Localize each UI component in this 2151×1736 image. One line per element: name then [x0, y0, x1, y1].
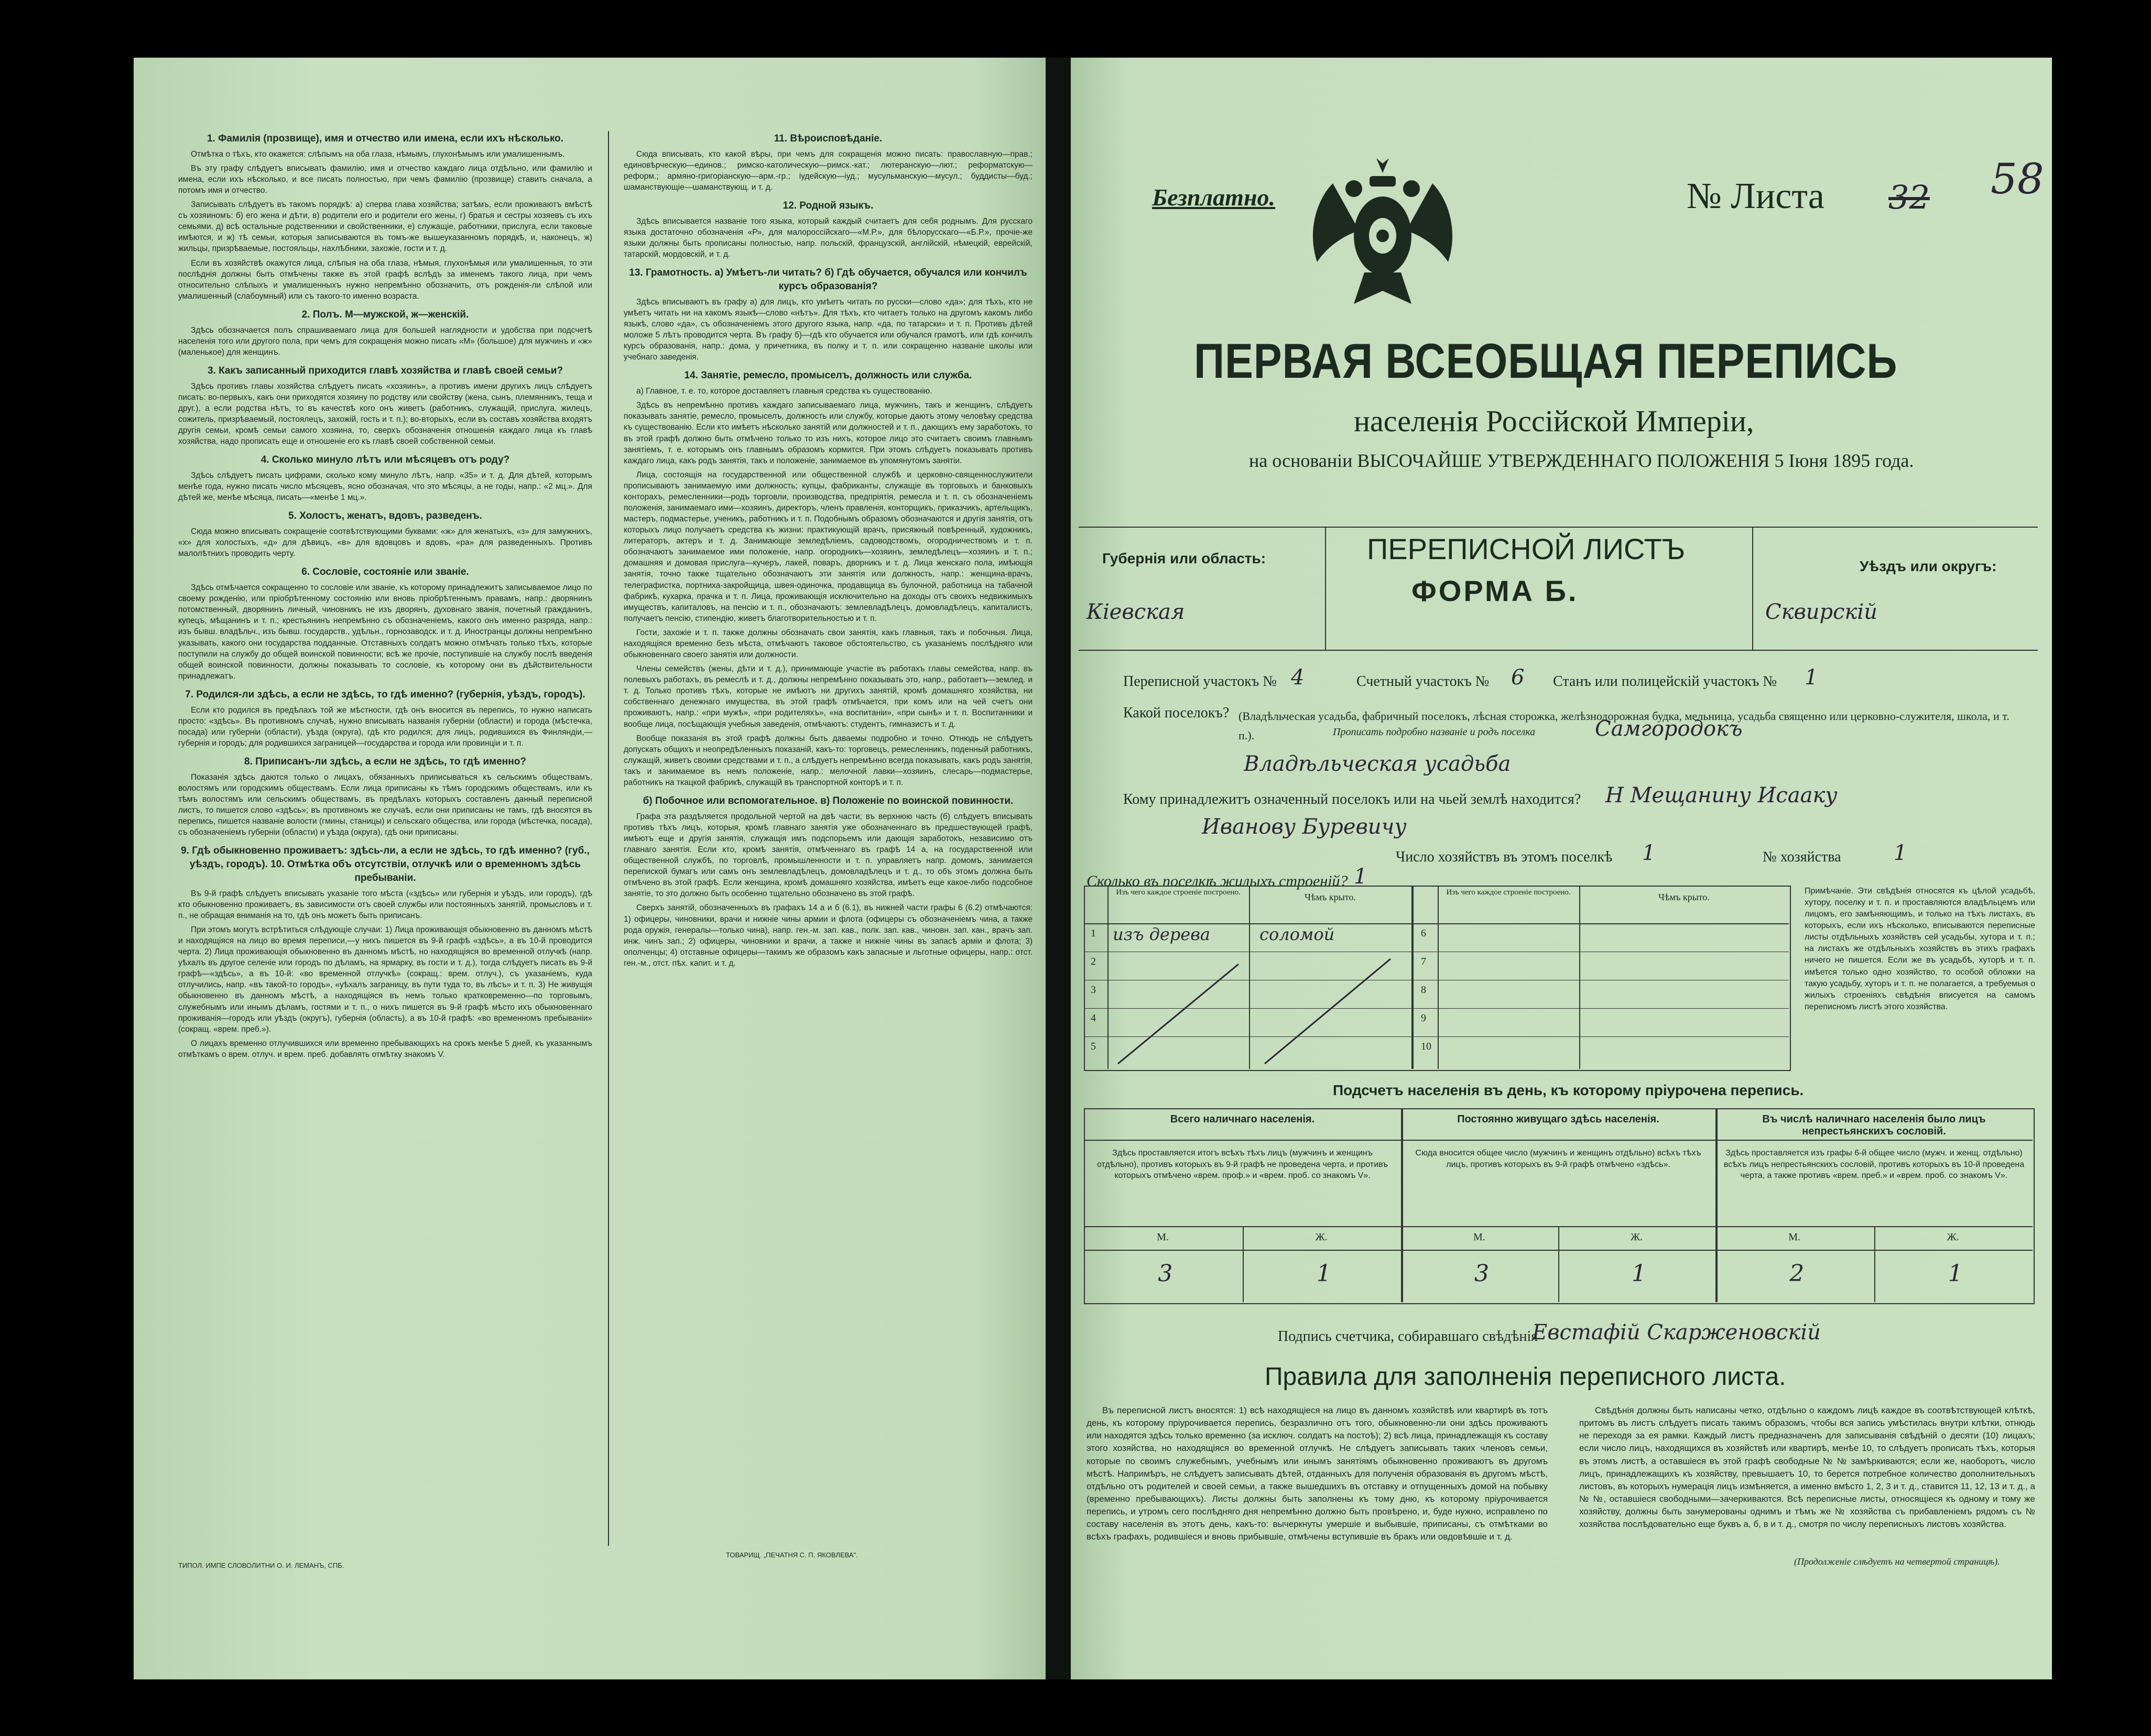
- census-title: ПЕРВАЯ ВСЕОБЩАЯ ПЕРЕПИСЬ: [1194, 333, 1898, 388]
- population-column-description: Здѣсь проставляется изъ графы 6-й общее число (мужч. и женщ. отдѣльно) всѣхъ лицъ непрестьянскихъ сословій, противъ которыхъ въ 10-й проведена черта, а также противъ «врем. преб.» и «врем. проб. со знакомъ V».: [1723, 1149, 2025, 1181]
- rule: [1243, 1226, 1244, 1302]
- province-value: Кіевская: [1087, 600, 1185, 624]
- district-value: Сквирскій: [1765, 600, 1877, 624]
- instruction-heading: 11. Вѣроисповѣданіе.: [774, 133, 883, 144]
- settlement-name-value: Самгородокъ: [1595, 717, 1743, 741]
- rule: [1084, 1250, 2033, 1251]
- male-count-value: 3: [1158, 1260, 1173, 1287]
- instruction-heading: 4. Сколько минуло лѣтъ или мѣсяцевъ отъ роду?: [260, 454, 510, 466]
- printer-imprint-left: ТИПОЛ. ИМПЕ СЛОВОЛИТНИ О. И. ЛЕМАНЪ, СПБ.: [178, 1562, 344, 1569]
- continuation-note: (Продолженіе слѣдуетъ на четвертой страницѣ).: [1794, 1556, 2000, 1567]
- census-plot-value: 4: [1291, 665, 1305, 690]
- stan-value: 1: [1805, 665, 1818, 690]
- buildings-label: Сколько въ поселкѣ жилыхъ строеній?: [1087, 872, 1348, 890]
- instruction-heading: 12. Родной языкъ.: [783, 200, 874, 212]
- instruction-paragraph: Отмѣтка о тѣхъ, кто окажется: слѣпымъ на оба глаза, нѣмымъ, глухонѣмымъ или умалишеннымъ.: [191, 149, 565, 159]
- instruction-heading: 14. Занятіе, ремесло, промыселъ, должность или служба.: [684, 370, 972, 381]
- instruction-paragraph: При этомъ могутъ встрѣтиться слѣдующіе случаи: 1) Лица проживающія обыкновенно въ данномъ мѣстѣ и находящіяся на лицо во время переписи,—у нихъ пишется въ 9-й графѣ «здѣсь», а въ 10-й проводится черта. 2) Лица проживающія обыкновенно въ данномъ мѣстѣ, но находящіяся во временной отлучкѣ (напр. уѣхалъ въ другое селеніе или городъ по дѣламъ, на ярмарку, въ гости и т. д.), тогда слѣдуетъ писать въ 9-й графѣ—«здѣсь», а въ 10-й: «во временной отлучкѣ» (сокращ.: врем. отлуч.), съ указаніемъ, куда отлучились, напр. «въ такой-то городъ», «уѣхалъ заграницу, въ пути туда то, въ лѣсъ» и т. п. 3) Не живущія обыкновенно въ данномъ мѣстѣ, а находящіяся въ немъ только кратковременно—по торговымъ, служебнымъ или инымъ дѣламъ, гостями и т. п., о нихъ пишется въ 9-й графѣ мѣсто ихъ обыкновеннаго проживанія—городъ или уѣздъ (округъ), губернія (область), а въ 10-й графѣ: «во временномъ пребываніи» (сокращ. «врем. преб.»).: [178, 925, 592, 1034]
- instruction-paragraph: Вообще показанія въ этой графѣ должны быть даваемы подробно и точно. Отнюдь не слѣдуетъ допускать общихъ и неопредѣленныхъ показаній, какъ-то: торговецъ, ремесленникъ, поденный работникъ, служащій, живетъ своими средствами и т. п., а слѣдуетъ непремѣнно всегда показывать, какъ родъ занятія, такъ и занимаемое въ немъ положеніе, напр.: мелочной лавки—хозяинъ, слесарь—подмастерье, работникъ на ткацкой фабрикѣ, служащій въ транспортной конторѣ и т. п.: [624, 734, 1033, 787]
- owner-value-line1: Н Мещанину Исааку: [1605, 783, 1838, 807]
- instruction-paragraph: Показанія здѣсь даются только о лицахъ, обязанныхъ приписываться къ сельскимъ обществамъ, волостямъ или городскимъ обществамъ. Если лица приписаны къ тѣмъ городскимъ обществамъ, или къ тѣмъ волостямъ или сельскимъ обществамъ, въ предѣлахъ которыхъ составленъ данный переписной листъ, то пишется слово «здѣсь»; въ противномъ же случаѣ, если они приписаны не тамъ, гдѣ вносятся въ перепись, пишется названіе волости (гмины, станицы) и сельскаго общества, или города (мѣстечка, посада), съ обозначеніемъ губерніи (области) и уѣзда (округа), гдѣ они приписаны.: [178, 772, 592, 837]
- instruction-paragraph: Сюда можно вписывать сокращеніе соотвѣтствующими буквами: «ж» для женатыхъ, «з» для замужнихъ, «х» для холостыхъ, «д» для дѣвицъ, «в» для вдовцовъ и вдовъ, «ра» для разведенныхъ. Противъ малолѣтнихъ проводить черту.: [178, 527, 592, 559]
- instruction-paragraph: Если кто родился въ предѣлахъ той же мѣстности, гдѣ онъ вносится въ перепись, то нужно написать просто: «здѣсь». Въ противномъ случаѣ, нужно вписывать названія губерніи (области) и города (мѣстечка, посада) или губерніи (области), уѣзда (округа), гдѣ кто родился; для лицъ, родившихся въ Финляндіи,—губернія и городъ; для родившихся заграницей—государства и города или провинціи и т. п.: [178, 705, 592, 748]
- buildings-note: Примѣчаніе. Эти свѣдѣнія относятся къ цѣлой усадьбѣ, хутору, поселку и т. п. и проставляются владѣльцемъ или лицомъ, его замѣняющимъ, и только на тѣхъ листахъ, въ которыхъ, если ихъ нѣсколько, вписываются переписные листы отдѣльныхъ хозяйствъ сей усадьбы, хутора и т. п.; на листахъ же отдѣльныхъ хозяйствъ въ этихъ графахъ ничего не пишется. Если же въ усадьбѣ, хуторѣ и т. п. имѣется только одно хозяйство, то особой обложки на такую усадьбу, хуторъ и т. п. не полагается, а требуемыя о жилыхъ строеніяхъ свѣдѣнія вписуется на самомъ переписномъ листѣ этого хозяйства.: [1805, 887, 2035, 1011]
- building-row-number: 3: [1091, 984, 1096, 996]
- stan-label: Станъ или полицейскій участокъ №: [1553, 673, 1777, 690]
- household-number-label: № хозяйства: [1763, 849, 1841, 865]
- instruction-heading: 7. Родился-ли здѣсь, а если не здѣсь, то гдѣ именно? (губернія, уѣздъ, городъ).: [185, 689, 585, 700]
- instruction-paragraph: Здѣсь противъ главы хозяйства слѣдуетъ писать «хозяинъ», а противъ имени другихъ лицъ слѣдуетъ писать: во-первыхъ, какъ они приходятся хозяину по родству или свойству (жена, сынъ, племянникъ, теща и друг.), а если родства нѣтъ, то въ качествѣ кого онъ живетъ (работникъ, служащій, прислуга, жилецъ, сожитель, призрѣваемый, постоялецъ, захожій, гость и т. п.); во-вторыхъ, если въ составъ хозяйства входятъ другія семьи, кромѣ семьи самого хозяина, то, сверхъ обозначенія отношенія каждаго лица къ главѣ хозяйства, надо прописать еще и отношеніе его къ главѣ своей собственной семьи.: [178, 381, 592, 446]
- right-page-census-form: [1071, 58, 2052, 1679]
- instruction-heading: 3. Какъ записанный приходится главѣ хозяйства и главѣ своей семьи?: [207, 365, 563, 376]
- buildings-material-header: Изъ чего каждое строеніе построено.: [1116, 888, 1241, 897]
- female-count-value: 1: [1632, 1260, 1646, 1287]
- double-headed-eagle-emblem: [1296, 152, 1469, 309]
- instruction-paragraph: а) Главное, т. е. то, которое доставляетъ главныя средства къ существованію.: [636, 387, 932, 396]
- instruction-heading: 5. Холостъ, женатъ, вдовъ, разведенъ.: [288, 510, 482, 522]
- households-value: 1: [1642, 841, 1656, 865]
- settlement-hint-detail: Прописать подробно названіе и родъ поселка: [1333, 726, 1536, 738]
- struck-through-empty-rows: [1107, 943, 1411, 1069]
- instruction-heading: б) Побочное или вспомогательное. в) Положеніе по воинской повинности.: [643, 795, 1014, 806]
- free-label: Безплатно.: [1152, 184, 1275, 211]
- archive-page-number: 58: [1991, 155, 2044, 203]
- census-spread: [134, 58, 2052, 1679]
- female-label: Ж.: [1315, 1231, 1328, 1243]
- rule: [1084, 1226, 2033, 1227]
- female-count-value: 1: [1948, 1260, 1963, 1287]
- rule: [1752, 527, 1753, 650]
- province-label: Губернія или область:: [1102, 550, 1266, 566]
- owner-value-line2: Иванову Буревичу: [1202, 815, 1407, 839]
- population-column-description: Сюда вносится общее число (мужчинъ и женщинъ отдѣльно) всѣхъ тѣхъ лицъ, противъ которыхъ въ 9-й графѣ отмѣчено «здѣсь».: [1415, 1149, 1701, 1169]
- district-label: Уѣздъ или округъ:: [1860, 558, 1997, 574]
- building-row-number: 10: [1421, 1041, 1431, 1052]
- signature-value: Евстафій Скарженовскій: [1532, 1320, 1821, 1345]
- settlement-hint: (Владѣльческая усадьба, фабричный поселокъ, лѣсная сторожка, желѣзнодорожная будка, мельница, усадьба священно или церковно-служителя, школа, и т. п.).: [1239, 709, 2009, 743]
- instruction-paragraph: Гости, захожіе и т. п. также должны обозначать свои занятія, какъ главныя, такъ и побочныя. Лица, находящіяся временно безъ мѣста, отмѣчаютъ таковое обстоятельство, съ указаніемъ послѣдняго или обыкновеннаго своего занятія или должности.: [624, 628, 1033, 660]
- settlement-label: Какой поселокъ?: [1123, 705, 1230, 721]
- male-count-value: 3: [1474, 1260, 1489, 1287]
- rules-right-text: Свѣдѣнія должны быть написаны четко, отдѣльно о каждомъ лицѣ каждое въ соотвѣтствующей клѣткѣ, притомъ въ листъ слѣдуетъ писать такимъ образомъ, чтобы вся запись умѣстилась внутри клѣтки, отнюдь не переходя за ея рамки. Каждый листъ предназначенъ для записыванія свѣдѣній о десяти (10) лицахъ; если число лицъ, находящихся въ хозяйствѣ или квартирѣ, менѣе 10, то слѣдуетъ прописать тѣхъ, которыя въ этомъ листѣ, а оставшіеся въ этой графѣ свободные № № замѣркиваются; если же, наоборотъ, число лицъ, принадлежащихъ къ хозяйству, превышаетъ 10, то берется потребное количество дополнительныхъ листовъ, въ которыхъ нумерація лицъ измѣняется, а именно вмѣсто 1, 2, 3 и т. д., ставится 11, 12, 13 и т. д., а № №, оставшіеся свободными—зачеркиваются. Всѣ переписные листы, относящіеся къ одному и тому же хозяйству, должны быть занумерованы однимъ и тѣмъ же № хозяйства съ прибавленіемъ рядомъ съ № хозяйства послѣдовательно еще буквъ а, б, в и т. д., смотря по числу переписныхъ листовъ хозяйства.: [1579, 1405, 2035, 1530]
- instruction-paragraph: Лица, состоящія на государственной или общественной службѣ и церковно-священнослужители прописываютъ занимаемую ими должность; купцы, фабриканты, служащіе въ торговыхъ и банковыхъ конторахъ, ремесленники—родъ торговли, производства, предпріятія, ремесла и т. п. съ обозначеніемъ положенія, занимаемаго ими—хозяинъ, директоръ, членъ правленія, конторщикъ, приказчикъ, артельщикъ, мастеръ, подмастерье, ученикъ, работникъ и т. п. Подобнымъ образомъ обозначаются и другія занятія, отъ которыхъ лицо получаетъ средства къ жизни: практикующій врачъ, присяжный повѣренный, художникъ, литераторъ, актеръ и т. д. Занимающіе земледѣліемъ, садоводствомъ, огородничествомъ и т. п. обозначаютъ занимаемое ими положеніе, напр. огородникъ—хозяинъ, земледѣлецъ—хозяинъ и т. п.; домашняя и домовая прислуга—кучеръ, лакей, поваръ, дворникъ и т. д. Лица женскаго пола, имѣющія занятія, точно также тщательно обозначаютъ эти занятія или должность, напр.: женщина-врачъ, телеграфистка, портниха-закройщица, швея-одиночка, продавщица въ булочной, работница на табачной фабрикѣ, кухарка, прачка и т. п. Лица, проживающія исключительно на доходы отъ своихъ недвижимыхъ имуществъ, капиталовъ, на пенсію и т. п., обозначаютъ: землевладѣлецъ, домовладѣлецъ, капиталистъ, получаетъ пенсію, стипендію, живетъ благотворительностью и т. п.: [624, 470, 1033, 623]
- instruction-paragraph: Здѣсь вписываютъ въ графу а) для лицъ, кто умѣетъ читать по русски—слово «да»; для тѣхъ, кто не умѣетъ читать ни на какомъ языкѣ—слово «нѣтъ». Для тѣхъ, кто читаетъ только на другомъ какомъ либо языкѣ, слово «да», съ обозначеніемъ этого другого языка, напр. «да, по татарски» и т. п. Противъ дѣтей моложе 5 лѣтъ проводится черта. Въ графу б)—гдѣ кто обучается или обучался грамотѣ, или гдѣ кончилъ курсъ образованія, напр.: дома, у причетника, въ полку и т. п. или сокращенно названіе школы или учебнаго заведенія.: [624, 297, 1033, 362]
- form-title: ПЕРЕПИСНОЙ ЛИСТЪ: [1367, 532, 1686, 565]
- instruction-paragraph: О лицахъ временно отлучившихся или временно пребывающихъ на срокъ менѣе 5 дней, къ указаннымъ отмѣткамъ о врем. отлуч. и врем. преб. добавлять отмѣтку знакомъ V.: [178, 1039, 592, 1059]
- instruction-paragraph: Сюда вписывать, кто какой вѣры, при чемъ для сокращенія можно писать: православную—прав.; единовѣрческую—единов.; римско-католическую—римск.-кат.; лютеранскую—лют.; реформатскую—реформ.; армяно-григоріанскую—арм.-гр.; іудейскую—іуд.; мусульманскую—мусул.; буддисты—буд.; шаманствующіе—шаманствующ. и т. д.: [624, 149, 1033, 192]
- book-gutter: [1046, 58, 1071, 1679]
- instructions-column-1: [178, 126, 592, 1535]
- rule: [1715, 1108, 1718, 1302]
- rule: [1558, 1226, 1559, 1302]
- census-legal-basis: на основаніи ВЫСОЧАЙШЕ УТВЕРЖДЕННАГО ПОЛОЖЕНІЯ 5 Іюня 1895 года.: [1249, 450, 1914, 471]
- instruction-paragraph: Въ эту графу слѣдуетъ вписывать фамилію, имя и отчество каждаго лица отдѣльно, или фамилію и имена, если ихъ нѣсколько, и все писать полностью, при чемъ фамилію (прозвище) ставить сначала, а потомъ имя и отчество.: [178, 163, 592, 195]
- rule: [1411, 886, 1414, 1069]
- female-count-value: 1: [1316, 1260, 1331, 1287]
- instruction-heading: 8. Приписанъ-ли здѣсь, а если не здѣсь, то гдѣ именно?: [244, 756, 526, 767]
- building-row-number: 5: [1091, 1041, 1096, 1052]
- instruction-heading: 2. Полъ. М—мужской, ж—женскій.: [301, 309, 469, 320]
- building-roof-value: соломой: [1259, 924, 1335, 944]
- building-row-number: 4: [1091, 1012, 1096, 1024]
- count-plot-label: Счетный участокъ №: [1356, 673, 1490, 690]
- rule: [1084, 1008, 1789, 1009]
- building-row-number: 6: [1421, 927, 1426, 939]
- male-label: М.: [1788, 1231, 1801, 1243]
- instructions-column-2: [624, 126, 1033, 1535]
- building-material-value: изъ дерева: [1113, 924, 1210, 944]
- form-type: ФОРМА Б.: [1411, 574, 1579, 607]
- instruction-paragraph: Записывать слѣдуетъ въ такомъ порядкѣ: а) сперва глава хозяйства; затѣмъ, если проживаютъ вмѣстѣ съ хозяиномъ: б) его жена и дѣти, в) родители его и родители его жены, г) братья и сестры хозяевъ съ ихъ семьями, д) всѣ остальные родственники и свойственники, е) служащіе, работники, прислуга, если таковые имѣются, и ж) тѣ семьи, которыя записываются въ томъ-же вышеуказанномъ порядкѣ, и, наконецъ, ж) жильцы, призрѣваемые, постояльцы, нахлѣбники, захожіе, гости и т. д.: [178, 200, 592, 254]
- instruction-paragraph: Члены семействъ (жены, дѣти и т. д.), принимающіе участіе въ работахъ главы семейства, напр. въ полевыхъ работахъ, въ ремеслѣ и т. д., должны непремѣнно показывать это, напр., работаетъ—землед. и т. д. Только противъ тѣхъ, которые не имѣютъ ни другихъ занятій, кромѣ домашняго хозяйства, ни собственнаго денежнаго имущества, въ этой графѣ отмѣчается, при комъ или на чей счетъ они проживаютъ, напр.: «при мужѣ», «при родителяхъ», «на воспитаніи», «при сынѣ» и т. п. Воспитанники и вообще лица, посѣщающія учебныя заведенія, отмѣчаютъ: студентъ, гимназистъ и т. д.: [624, 664, 1033, 729]
- left-page-instructions: [134, 58, 1046, 1679]
- building-row-number: 1: [1091, 927, 1096, 939]
- rule: [1579, 886, 1580, 1069]
- count-plot-value: 6: [1511, 665, 1525, 690]
- buildings-value: 1: [1354, 865, 1367, 889]
- sheet-number-label: № Листа: [1687, 176, 1824, 216]
- population-column-header: Всего наличнаго населенія.: [1170, 1113, 1315, 1125]
- instruction-paragraph: Здѣсь отмѣчается сокращенно то сословіе или званіе, къ которому принадлежитъ записываемое лицо по своему рожденію, или пріобрѣтенному состоянію или вновь пріобрѣтеннымъ правамъ, напр.: дворянинъ потомственный, дворянинъ личный, чиновникъ не изъ дворянъ, духовнаго званія, почетный гражданинъ, купецъ, мѣщанинъ и т. п.; крестьянинъ непремѣнно съ обозначеніемъ, какого онъ именно разряда, напр.: изъ бывш. владѣльч., изъ бывш. государств., удѣльн., горнозаводск. и т. д. Иностранцы должны непремѣнно указывать, какого они государства подданные. Отставныхъ солдатъ можно отмѣчать только тѣхъ, которые поступили на службу до общей воинской повинности; всѣ же прочіе, поступившіе на службу послѣ введенія общей воинской повинности, должны показывать то сословіе, къ которому они въ дѣйствительности принадлежатъ.: [178, 583, 592, 681]
- female-label: Ж.: [1631, 1231, 1643, 1243]
- population-column-header: Въ числѣ наличнаго населенія было лицъ непрестьянскихъ сословій.: [1762, 1113, 1986, 1137]
- instruction-heading: 1. Фамилія (прозвище), имя и отчество или имена, если ихъ нѣсколько.: [207, 133, 564, 144]
- instruction-paragraph: Графа эта раздѣляется продольной чертой на двѣ части; въ верхнюю часть (б) слѣдуетъ вписывать противъ тѣхъ лицъ, которыя, кромѣ главнаго занятія уже обозначеннаго въ предшествующей графѣ, имѣютъ еще и другія занятія, служащія имъ подспорьемъ или дающія заработокъ, независимо отъ главнаго занятія. Если кто, кромѣ занятія, отмѣченнаго въ графѣ 14 а, на государственной или общественной службѣ, по торговлѣ, промышленности и т. п. управляетъ напр. домомъ, занимается перепиской бумагъ или самъ онъ землевладѣлецъ, домовладѣлецъ и т. д., то объ этомъ должна быть отмѣчено въ этой графѣ. Если женщина, кромѣ домашняго хозяйства, имѣетъ еще какое-либо подсобное занятіе, то это должно быть особенно тщательно обозначено въ этой графѣ.: [624, 812, 1033, 899]
- sheet-number-value: 32: [1888, 178, 1930, 216]
- population-column-description: Здѣсь проставляется итогъ всѣхъ тѣхъ лицъ (мужчинъ и женщинъ отдѣльно), противъ которыхъ въ 9-й графѣ не проведена черта, и противъ которыхъ отмѣчено «врем. проф.» и «врем. проб. со знакомъ V».: [1097, 1149, 1388, 1181]
- rule: [1325, 527, 1326, 650]
- rule: [1079, 527, 2038, 528]
- building-row-number: 2: [1091, 956, 1096, 967]
- rule: [1079, 650, 2038, 651]
- census-subtitle: населенія Россійской Имперіи,: [1354, 404, 1754, 438]
- instruction-paragraph: Здѣсь вписывается названіе того языка, который каждый считаетъ для себя роднымъ. Для русскаго языка достаточно обозначенія «Р», для малороссійскаго—«М.Р.», для бѣлорусскаго—«Б.Р.», прочіе-же языки должны быть прописаны полностью, напр. польскій, французскій, англійскій, нѣмецкій, еврейскій, татарскій, мордовскій, и т. д.: [624, 216, 1033, 259]
- instruction-paragraph: Въ 9-й графѣ слѣдуетъ вписывать указаніе того мѣста («здѣсь» или губернія и уѣздъ, или городъ), гдѣ кто обыкновенно проживаетъ, въ зависимости отъ своей службы или постоянныхъ занятій, промысловъ и т. п., не обращая вниманія на то, гдѣ онъ можетъ быть приписанъ.: [178, 889, 592, 920]
- rule: [1438, 886, 1439, 1069]
- male-label: М.: [1157, 1231, 1169, 1243]
- male-count-value: 2: [1789, 1260, 1805, 1287]
- rules-title: Правила для заполненія переписного листа.: [1265, 1363, 1786, 1391]
- rule: [1874, 1226, 1875, 1302]
- buildings-roof-header: Чѣмъ крыто.: [1305, 892, 1356, 902]
- population-count-title: Подсчетъ населенія въ день, къ которому пріурочена перепись.: [1333, 1082, 1804, 1098]
- female-label: Ж.: [1947, 1231, 1959, 1243]
- instruction-paragraph: Здѣсь слѣдуетъ писать цифрами, сколько кому минуло лѣтъ, напр. «35» и т. д. Для дѣтей, которымъ менѣе года, нужно писать число мѣсяцевъ, ясно обозначая, что это мѣсяцы, а не годы, напр.: «2 мц.». Для дѣтей же, менѣе мѣсяца, писать—«менѣе 1 мц.».: [178, 471, 592, 503]
- rule: [1084, 1140, 2033, 1141]
- buildings-roof-header-2: Чѣмъ крыто.: [1658, 892, 1710, 902]
- instruction-paragraph: Здѣсь обозначается полъ спрашиваемаго лица для большей наглядности и удобства при подсчетѣ населенія того или другого пола, при чемъ для сокращенія можно писать «М» (большое) для мужчинъ и «ж» (маленькое) для женщинъ.: [178, 325, 592, 357]
- household-number-value: 1: [1894, 841, 1907, 865]
- rule: [1084, 1036, 1789, 1037]
- rules-left-text: Въ переписной листъ вносятся: 1) всѣ находящіеся на лицо въ данномъ хозяйствѣ или квартирѣ въ тотъ день, къ которому пріурочивается перепись, безразлично отъ того, обыкновенно-ли они здѣсь проживаютъ или находятся здѣсь только временно (за исключ. солдатъ на постоѣ); 2) всѣ лица, принадлежащія къ составу этого хозяйства, но находящіяся во временной отлучкѣ. Не слѣдуетъ записывать таких членовъ семьи, которые по своимъ служебнымъ, учебнымъ или инымъ занятіямъ обыкновенно проживаютъ въ другомъ мѣстѣ. Напримѣръ, не слѣдуетъ записывать дѣтей, отданныхъ для полученія образованія въ другомъ мѣстѣ, отдѣльно отъ родителей и своей семьи, а также вышедшихъ въ отставку и отпущенныхъ домой на побывку (временно пребывающихъ). Листы должны быть заполнены къ тому дню, къ которому пріурочивается перепись, и утромъ сего послѣдняго дня непремѣнно должно быть провѣрено, и, буде нужно, исправлено по составу населенія въ этотъ день, какъ-то: вычеркнуты умершіе и выбывшіе, приписаны, съ отмѣтками во всѣхъ графахъ, родившіеся и вновь прибывшіе, отмѣчены вступившіе въ бракъ или овдовѣвшіе и т. д.: [1087, 1405, 1548, 1542]
- instruction-paragraph: Сверхъ занятій, обозначенныхъ въ графахъ 14 а и б (6.1), въ нижней части графы 6 (6.2) отмѣчаются: 1) офицеры, чиновники, врачи и нижніе чины армии и флота (офицеры съ обозначеніемъ чина, а также рода оружія, генералы—только чина), напр. ген.-м. зап. кав., полк. зап. кав., чиновн. зап. кан., врачъ зап. инж. чинъ зап.; 2) офицеры, чиновники и врачи, а также и нижніе чины въ запасѣ арміи и флота; 3) ополченцы; 4) отставные офицеры—такимъ же образомъ какъ запасные и льготные офицеры, напр.: отст. ген.-м., отст. пѣх. капит. и т. д.: [624, 903, 1033, 968]
- settlement-type-value: Владѣльческая усадьба: [1244, 752, 1511, 776]
- instruction-heading: 9. Гдѣ обыкновенно проживаетъ: здѣсь-ли, а если не здѣсь, то гдѣ именно? (губ., уѣздъ, городъ). 10. Отмѣтка объ отсутствіи, отлучкѣ или о временномъ здѣсь пребываніи.: [181, 845, 590, 883]
- building-row-number: 9: [1421, 1012, 1426, 1024]
- instruction-paragraph: Если въ хозяйствѣ окажутся лица, слѣпыя на оба глаза, нѣмыя, глухонѣмыя или умалишенныя, то эти послѣднія должны быть отмѣчены также въ этой графѣ вслѣдъ за именемъ такого лица, при чемъ относительно слѣпыхъ и умалишенныхъ нужно непремѣнно обозначить, отъ рожденія-ли слѣпой или умалишенный (слабоумный) или съ такого-то именно возраста.: [178, 258, 592, 301]
- census-plot-label: Переписной участокъ №: [1123, 673, 1277, 690]
- male-label: М.: [1473, 1231, 1485, 1243]
- rule: [1401, 1108, 1403, 1302]
- instruction-paragraph: Здѣсь въ непремѣнно противъ каждаго записываемаго лица, мужчинъ, такъ и женщинъ, слѣдуетъ показывать занятіе, ремесло, промыселъ, должность или службу, которые даютъ этому человѣку средства къ существованію. Если кто имѣетъ нѣсколько занятій или должностей и т. п., дающихъ ему заработокъ, то въ этой графѣ должно быть отмѣчено только то изъ нихъ, которое лицо это считаетъ своимъ главнымъ занятіемъ, т. е. которымъ онъ главнымъ образомъ кормится. При этомъ слѣдуетъ показывать противъ каждаго лица, какъ родъ занятія, такъ и положеніе, занимаемое въ упомянутомъ занятіи.: [624, 401, 1033, 465]
- buildings-material-header-2: Изъ чего каждое строеніе построено.: [1446, 888, 1571, 897]
- instruction-heading: 6. Сословіе, состояніе или званіе.: [301, 566, 469, 578]
- households-label: Число хозяйствъ въ этомъ поселкѣ: [1396, 849, 1613, 865]
- building-row-number: 7: [1421, 956, 1426, 967]
- instruction-heading: 13. Грамотность. а) Умѣетъ-ли читать? б) Гдѣ обучается, обучался или кончилъ курсъ образованія?: [629, 267, 1027, 292]
- column-divider: [608, 131, 609, 1546]
- building-row-number: 8: [1421, 984, 1426, 996]
- population-column-header: Постоянно живущаго здѣсь населенія.: [1457, 1113, 1659, 1125]
- printer-imprint-right: ТОВАРИЩ. „ПЕЧАТНЯ С. П. ЯКОВЛЕВА".: [726, 1551, 858, 1559]
- signature-label: Подпись счетчика, собиравшаго свѣдѣнія: [1278, 1328, 1538, 1345]
- population-count-table: [1084, 1108, 2035, 1304]
- owner-label: Кому принадлежитъ означенный поселокъ или на чьей землѣ находится?: [1123, 791, 1581, 807]
